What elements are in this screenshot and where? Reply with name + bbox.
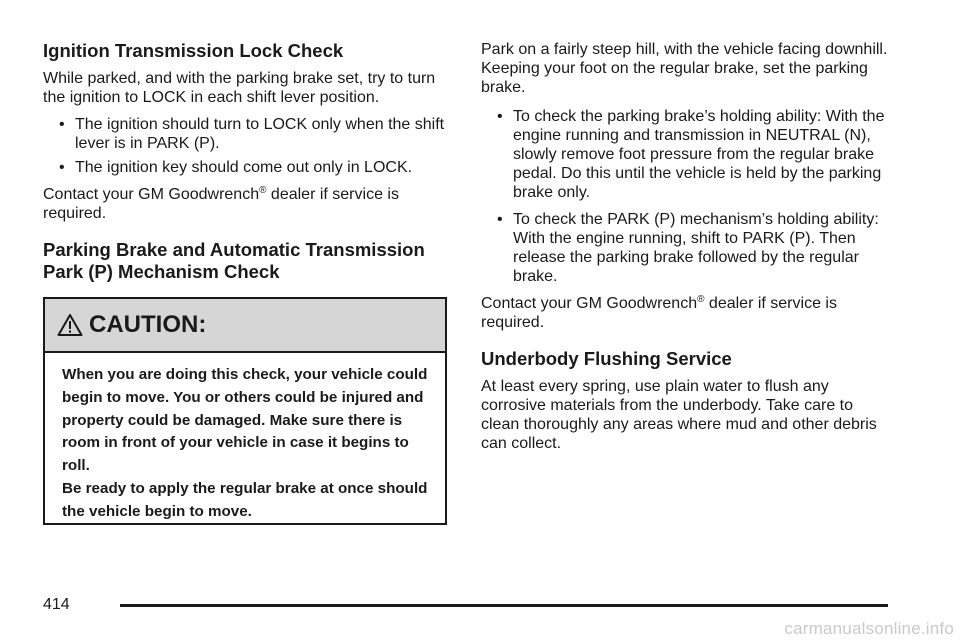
caution-text: Be ready to apply the regular brake at once should the vehicle begin to move. (62, 479, 428, 520)
caution-text: When you are doing this check, your vehicle could begin to move. You or others could be injured and property could be damaged. Make sure there is room in front of your vehicle in case it begins to roll. (62, 366, 428, 475)
paragraph-park-on-hill: Park on a fairly steep hill, with the vehicle facing downhill. Keeping your foot on the regular brake, set the parking brake. (481, 41, 888, 96)
bullet-icon: • (497, 108, 503, 125)
section-heading-parking-brake: Parking Brake and Automatic Transmission Park (P) Mechanism Check (43, 239, 425, 282)
paragraph-contact-dealer: Contact your GM Goodwrench® dealer if service is required. (481, 294, 837, 331)
caution-title: CAUTION: (89, 311, 207, 338)
section-heading-underbody: Underbody Flushing Service (481, 348, 732, 369)
caution-body (45, 353, 445, 524)
list-item: • To check the PARK (P) mechanism’s holding ability: With the engine running, shift to PARK (P). Then release the parking brake followed by the regular brake. (497, 211, 879, 285)
footer-rule (120, 604, 888, 607)
page-number: 414 (43, 596, 70, 613)
list-item: • The ignition should turn to LOCK only when the shift lever is in PARK (P). (59, 116, 445, 152)
bullet-icon: • (59, 116, 65, 133)
bullet-icon: • (59, 159, 65, 176)
list-item: • To check the parking brake’s holding ability: With the engine running and transmission in NEUTRAL (N), slowly remove foot pressure from the regular brake pedal. Do this until the vehicle is held by the parking brake only. (497, 108, 885, 201)
watermark: carmanualsonline.info (784, 619, 954, 638)
registered-mark: ® (259, 185, 267, 196)
bullet-list-brake-checks (481, 107, 891, 286)
warning-triangle-icon (57, 313, 83, 337)
paragraph-ignition-intro: While parked, and with the parking brake set, try to turn the ignition to LOCK in each shift lever position. (43, 70, 436, 106)
bullet-list-ignition (43, 115, 447, 177)
caution-box (43, 297, 447, 525)
paragraph-contact-dealer: Contact your GM Goodwrench® dealer if service is required. (43, 185, 399, 222)
bullet-icon: • (497, 211, 503, 228)
list-item: • The ignition key should come out only in LOCK. (59, 159, 413, 176)
section-heading-ignition-lock: Ignition Transmission Lock Check (43, 40, 344, 61)
registered-mark: ® (697, 294, 705, 305)
left-column (43, 40, 447, 525)
paragraph-underbody: At least every spring, use plain water to flush any corrosive materials from the underbody. Take care to clean thoroughly any areas where mud and other debris can collect. (481, 378, 877, 452)
page-footer (43, 595, 888, 615)
caution-header (45, 299, 445, 353)
right-column (481, 40, 891, 461)
